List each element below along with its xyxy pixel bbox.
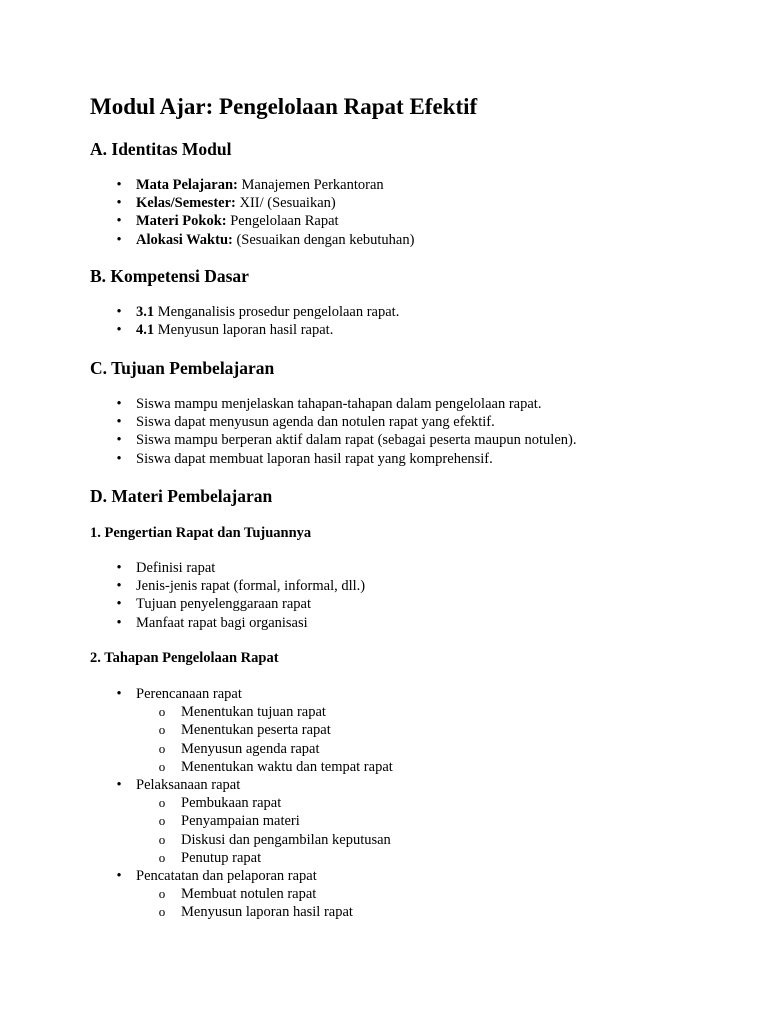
- sub-item-text: Menentukan waktu dan tempat rapat: [181, 758, 393, 775]
- item-key: Materi Pokok:: [136, 213, 227, 230]
- item-key: 4.1: [136, 322, 155, 339]
- item-text: Manfaat rapat bagi organisasi: [136, 614, 308, 631]
- sub-list-item: [136, 740, 393, 758]
- subsection-2-heading: 2. Tahapan Pengelolaan Rapat: [90, 650, 279, 666]
- sub-list-item: [136, 885, 393, 903]
- list-item: [90, 776, 393, 867]
- bullet-icon: •: [116, 578, 122, 595]
- bullet-icon: •: [116, 777, 122, 794]
- bullet-icon: •: [116, 396, 122, 412]
- item-text: Siswa mampu menjelaskan tahapan-tahapan dalam pengelolaan rapat.: [136, 396, 542, 412]
- item-text: Jenis-jenis rapat (formal, informal, dll.): [136, 578, 366, 595]
- sub-item-text: Diskusi dan pengambilan keputusan: [181, 831, 391, 848]
- sub-list-item: [136, 831, 393, 849]
- list-item: [90, 212, 414, 230]
- bullet-icon: •: [116, 213, 122, 230]
- item-key: Kelas/Semester:: [136, 195, 236, 212]
- bullet-icon: •: [116, 322, 122, 339]
- list-item: [90, 413, 576, 431]
- bullet-icon: •: [116, 596, 122, 613]
- list-item: [90, 685, 393, 776]
- list-item: [90, 303, 399, 321]
- subsection-1-heading: 1. Pengertian Rapat dan Tujuannya: [90, 525, 312, 541]
- circle-bullet-icon: o: [158, 886, 166, 902]
- circle-bullet-icon: o: [158, 795, 166, 811]
- item-value: Menyusun laporan hasil rapat.: [154, 322, 334, 339]
- subsection-1-list: [90, 559, 365, 632]
- circle-bullet-icon: o: [158, 740, 166, 756]
- sub-item-text: Menyusun agenda rapat: [181, 740, 320, 757]
- bullet-icon: •: [116, 614, 122, 631]
- section-c-heading: C. Tujuan Pembelajaran: [90, 358, 275, 378]
- item-text: Tujuan penyelenggaraan rapat: [136, 596, 312, 613]
- sub-list: [136, 885, 393, 921]
- sub-item-text: Menentukan tujuan rapat: [181, 704, 326, 721]
- sub-item-text: Penutup rapat: [181, 849, 262, 866]
- item-text: Pencatatan dan pelaporan rapat: [136, 868, 317, 885]
- item-value: Pengelolaan Rapat: [226, 213, 339, 230]
- circle-bullet-icon: o: [158, 722, 166, 738]
- list-item: [90, 614, 365, 632]
- section-d-heading: D. Materi Pembelajaran: [90, 486, 273, 506]
- item-text: Perencanaan rapat: [136, 686, 242, 702]
- list-item: [90, 194, 414, 212]
- item-text: Definisi rapat: [136, 560, 216, 576]
- section-a-heading: A. Identitas Modul: [90, 139, 232, 159]
- list-item: [90, 450, 576, 468]
- circle-bullet-icon: o: [158, 758, 166, 774]
- bullet-icon: •: [116, 686, 122, 702]
- subsection-2-list: [90, 685, 393, 922]
- item-text: Siswa dapat menyusun agenda dan notulen rapat yang efektif.: [136, 414, 495, 431]
- item-value: (Sesuaikan dengan kebutuhan): [232, 231, 415, 248]
- sub-list-item: [136, 703, 393, 721]
- item-value: XII/ (Sesuaikan): [235, 195, 336, 212]
- bullet-icon: •: [116, 304, 122, 320]
- bullet-icon: •: [116, 560, 122, 576]
- sub-item-text: Menyusun laporan hasil rapat: [181, 904, 353, 921]
- item-text: Siswa mampu berperan aktif dalam rapat (sebagai peserta maupun notulen).: [136, 432, 577, 449]
- list-item: [90, 395, 576, 413]
- bullet-icon: •: [116, 177, 122, 193]
- sub-list-item: [136, 758, 393, 776]
- section-b-heading: B. Kompetensi Dasar: [90, 266, 249, 286]
- sub-list-item: [136, 812, 393, 830]
- bullet-icon: •: [116, 868, 122, 885]
- sub-list: [136, 794, 393, 867]
- list-item: [90, 431, 576, 449]
- item-text: Pelaksanaan rapat: [136, 777, 241, 794]
- sub-item-text: Membuat notulen rapat: [181, 886, 317, 903]
- item-key: 3.1: [136, 304, 155, 320]
- list-item: [90, 559, 365, 577]
- circle-bullet-icon: o: [158, 813, 166, 829]
- bullet-icon: •: [116, 432, 122, 449]
- list-item: [90, 231, 414, 249]
- item-key: Mata Pelajaran:: [136, 177, 238, 193]
- sub-item-text: Menentukan peserta rapat: [181, 722, 331, 739]
- list-item: [90, 595, 365, 613]
- item-value: Menganalisis prosedur pengelolaan rapat.: [154, 304, 400, 320]
- bullet-icon: •: [116, 231, 122, 248]
- bullet-icon: •: [116, 414, 122, 431]
- sub-item-text: Pembukaan rapat: [181, 795, 282, 812]
- circle-bullet-icon: o: [158, 704, 166, 720]
- section-c-list: [90, 395, 576, 468]
- list-item: [90, 577, 365, 595]
- sub-list-item: [136, 794, 393, 812]
- sub-list: [136, 703, 393, 776]
- circle-bullet-icon: o: [158, 831, 166, 847]
- item-value: Manajemen Perkantoran: [237, 177, 384, 193]
- sub-item-text: Penyampaian materi: [181, 813, 300, 830]
- section-b-list: [90, 303, 399, 339]
- sub-list-item: [136, 721, 393, 739]
- sub-list-item: [136, 903, 393, 921]
- item-key: Alokasi Waktu:: [136, 231, 233, 248]
- section-a-list: [90, 176, 414, 249]
- bullet-icon: •: [116, 450, 122, 467]
- list-item: [90, 321, 399, 339]
- circle-bullet-icon: o: [158, 849, 166, 865]
- bullet-icon: •: [116, 195, 122, 212]
- list-item: [90, 176, 414, 194]
- document-title: Modul Ajar: Pengelolaan Rapat Efektif: [90, 94, 478, 119]
- sub-list-item: [136, 849, 393, 867]
- list-item: [90, 867, 393, 922]
- circle-bullet-icon: o: [158, 904, 166, 920]
- item-text: Siswa dapat membuat laporan hasil rapat yang komprehensif.: [136, 450, 493, 467]
